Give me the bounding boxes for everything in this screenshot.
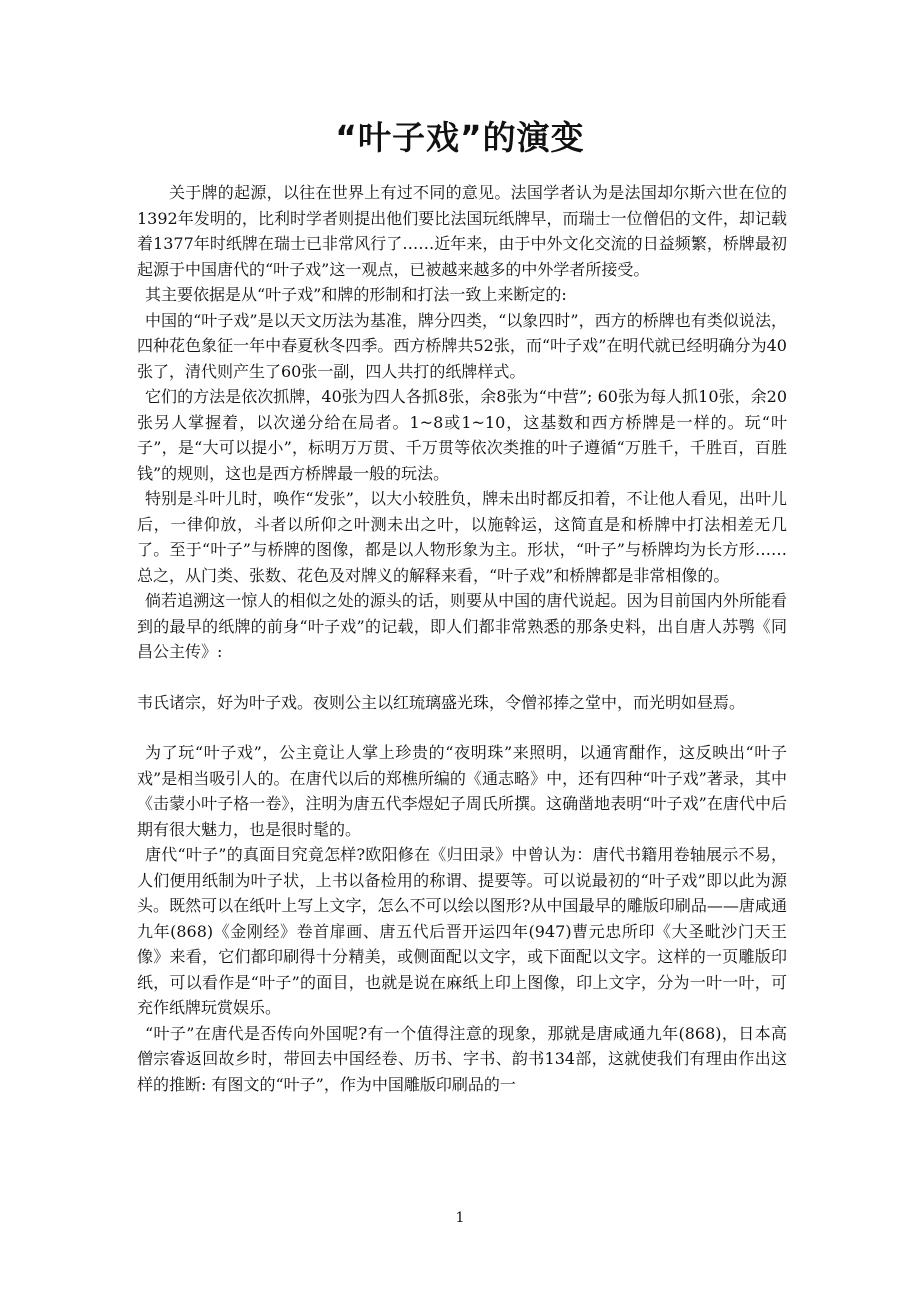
page-number: 1: [455, 1210, 465, 1226]
document-body: [137, 180, 787, 1097]
paragraph: 它们的方法是依次抓牌，40张为四人各抓8张，余8张为“中营”; 60张为每人抓10张，余20张另人掌握着，以次递分给在局者。1~8或1~10，这基数和西方桥牌是一样的。玩“叶子”，是“大可以提小”，标明万万贯、千万贯等依次类推的叶子遵循“万胜千，千胜百，百胜钱”的规则，这也是西方桥牌最一般的玩法。: [137, 387, 787, 483]
document-title: “叶子戏”的演变: [335, 118, 585, 157]
paragraph: 倘若追溯这一惊人的相似之处的源头的话，则要从中国的唐代说起。因为目前国内外所能看到的最早的纸牌的前身“叶子戏”的记载，即人们都非常熟悉的那条史料，出自唐人苏鹗《同昌公主传》:: [137, 591, 787, 661]
quoted-passage: 韦氏诸宗，好为叶子戏。夜则公主以红琉璃盛光珠，令僧祁捧之堂中，而光明如昼焉。: [137, 692, 746, 712]
paragraph: 关于牌的起源，以往在世界上有过不同的意见。法国学者认为是法国却尔斯六世在位的1392年发明的，比利时学者则提出他们要比法国玩纸牌早，而瑞士一位僧侣的文件，却记载着1377年时纸牌在瑞士已非常风行了……近年来，由于中外文化交流的日益频繁，桥牌最初起源于中国唐代的“叶子戏”这一观点，已被越来越多的中外学者所接受。: [137, 183, 787, 279]
paragraph: 为了玩“叶子戏”，公主竟让人掌上珍贵的“夜明珠”来照明，以通宵酣作，这反映出“叶子戏”是相当吸引人的。在唐代以后的郑樵所编的《通志略》中，还有四种“叶子戏”著录，其中《击蒙小叶子格一卷》，注明为唐五代李煜妃子周氏所撰。这确凿地表明“叶子戏”在唐代中后期有很大魅力，也是很时髦的。: [137, 743, 787, 839]
paragraph: 唐代“叶子”的真面目究竟怎样?欧阳修在《归田录》中曾认为：唐代书籍用卷轴展示不易，人们便用纸制为叶子状，上书以备检用的称谓、提要等。可以说最初的“叶子戏”即以此为源头。既然可以在纸叶上写上文字，怎么不可以绘以图形?从中国最早的雕版印刷品——唐咸通九年(868)《金刚经》卷首扉画、唐五代后晋开运四年(947)曹元忠所印《大圣毗沙门天王像》来看，它们都印刷得十分精美，或侧面配以文字，或下面配以文字。这样的一页雕版印纸，可以看作是“叶子”的面目，也就是说在麻纸上印上图像，印上文字，分为一叶一叶，可充作纸牌玩赏娱乐。: [137, 845, 787, 1017]
paragraph: 其主要依据是从“叶子戏”和牌的形制和打法一致上来断定的:: [145, 285, 567, 304]
paragraph: “叶子”在唐代是否传向外国呢?有一个值得注意的现象，那就是唐咸通九年(868)，日本高僧宗睿返回故乡时，带回去中国经卷、历书、字书、韵书134部，这就使我们有理由作出这样的推断: 有图文的“叶子”，作为中国雕版印刷品的一: [137, 1023, 787, 1094]
paragraph: 中国的“叶子戏”是以天文历法为基准，牌分四类，“以象四时”，西方的桥牌也有类似说法，四种花色象征一年中春夏秋冬四季。西方桥牌共52张，而“叶子戏”在明代就已经明确分为40张了，清代则产生了60张一副，四人共打的纸牌样式。: [137, 310, 787, 381]
paragraph: 特别是斗叶儿时，唤作“发张”，以大小较胜负，牌未出时都反扣着，不让他人看见，出叶儿后，一律仰放，斗者以所仰之叶测未出之叶，以施斡运，这简直是和桥牌中打法相差无几了。至于“叶子”与桥牌的图像，都是以人物形象为主。形状，“叶子”与桥牌均为长方形……总之，从门类、张数、花色及对牌义的解释来看，“叶子戏”和桥牌都是非常相像的。: [137, 489, 787, 585]
